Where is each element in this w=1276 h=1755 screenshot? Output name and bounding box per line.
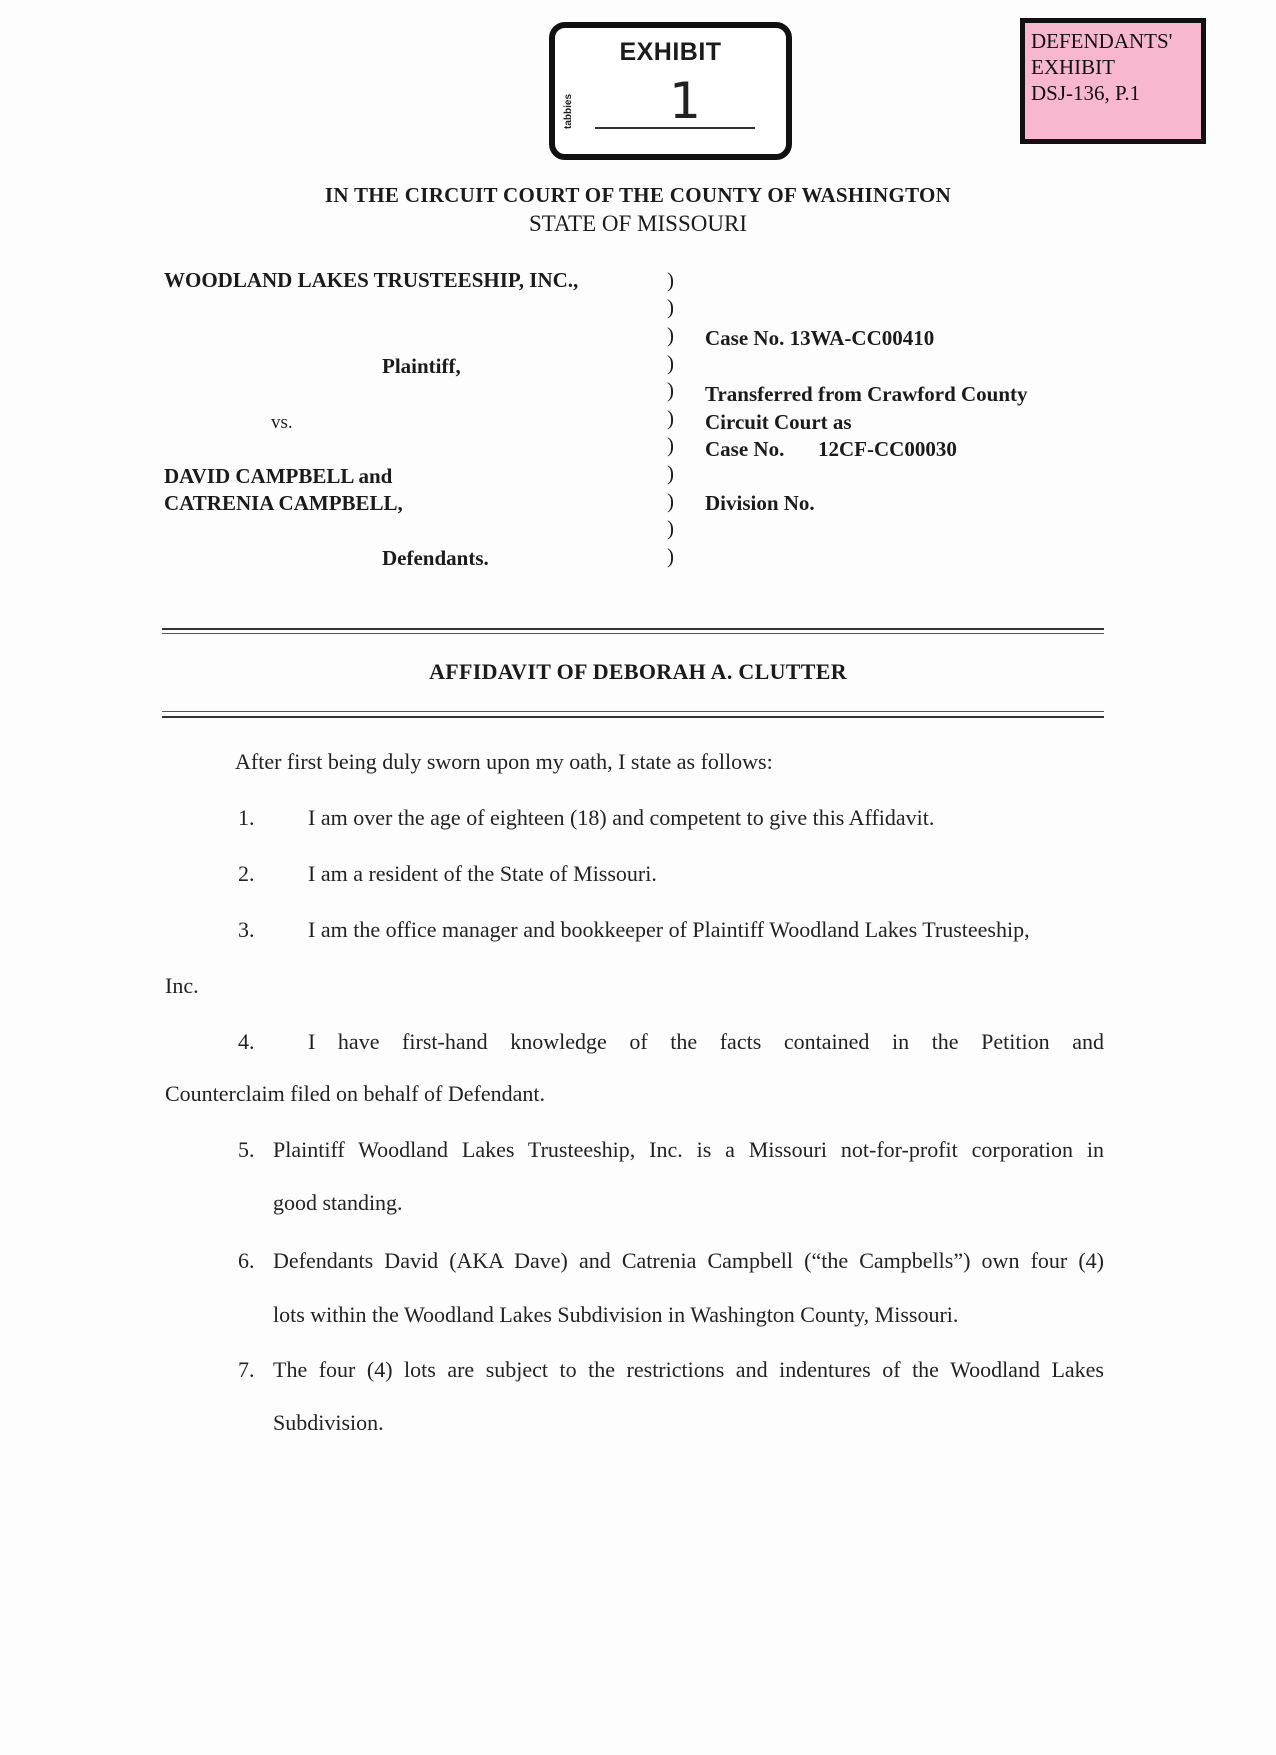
exhibit-sticker-title: EXHIBIT xyxy=(619,38,722,66)
title-rule-bottom xyxy=(162,716,1104,718)
caption-paren: ) xyxy=(667,378,674,402)
defendant-name-line-1: DAVID CAMPBELL and xyxy=(164,464,393,488)
item-number: 4. xyxy=(238,1029,255,1054)
item-continuation: Subdivision. xyxy=(273,1410,384,1435)
item-continuation: Counterclaim filed on behalf of Defendant. xyxy=(165,1081,545,1106)
caption-paren: ) xyxy=(667,268,674,292)
item-text: I am over the age of eighteen (18) and competent to give this Affidavit. xyxy=(308,805,935,830)
affidavit-title: AFFIDAVIT OF DEBORAH A. CLUTTER xyxy=(429,659,847,684)
caption-paren: ) xyxy=(667,406,674,430)
item-number: 1. xyxy=(238,805,255,830)
caption-paren: ) xyxy=(667,323,674,347)
plaintiff-name: WOODLAND LAKES TRUSTEESHIP, INC., xyxy=(164,268,579,292)
versus-label: vs. xyxy=(271,412,293,433)
transfer-case-label: Case No. xyxy=(705,437,785,461)
item-number: 3. xyxy=(238,917,255,942)
item-text: Defendants David (AKA Dave) and Catrenia Campbell (“the Campbells”) own four (4) xyxy=(273,1248,1104,1273)
transfer-case-number: 12CF-CC00030 xyxy=(818,437,957,461)
stamp-line-1: DEFENDANTS' xyxy=(1031,29,1173,53)
item-text: I am a resident of the State of Missouri. xyxy=(308,861,657,886)
caption-paren: ) xyxy=(667,295,674,319)
division-label: Division No. xyxy=(705,491,815,515)
item-continuation: good standing. xyxy=(273,1190,403,1215)
court-name: IN THE CIRCUIT COURT OF THE COUNTY OF WASHINGTON xyxy=(324,183,952,207)
item-text: Plaintiff Woodland Lakes Trusteeship, Inc. is a Missouri not-for-profit corporation in xyxy=(273,1137,1104,1162)
title-rule-top-inner xyxy=(162,633,1104,634)
exhibit-sticker xyxy=(549,22,792,160)
defendant-name-line-2: CATRENIA CAMPBELL, xyxy=(164,491,403,515)
caption-paren: ) xyxy=(667,489,674,513)
item-number: 5. xyxy=(238,1137,255,1162)
item-text: I have first-hand knowledge of the facts contained in the Petition and xyxy=(308,1029,1104,1054)
caption-paren: ) xyxy=(667,544,674,568)
exhibit-number-underline xyxy=(595,127,755,129)
affidavit-intro: After first being duly sworn upon my oath, I state as follows: xyxy=(235,749,773,774)
stamp-line-3: DSJ-136, P.1 xyxy=(1031,81,1141,105)
caption-paren: ) xyxy=(667,516,674,540)
caption-paren: ) xyxy=(667,433,674,457)
transfer-line-1: Transferred from Crawford County xyxy=(705,382,1028,406)
caption-paren: ) xyxy=(667,461,674,485)
exhibit-number: 1 xyxy=(669,72,701,130)
stamp-line-2: EXHIBIT xyxy=(1031,55,1115,79)
plaintiff-role: Plaintiff, xyxy=(382,354,461,378)
defendant-role: Defendants. xyxy=(382,546,489,570)
exhibit-sticker-brand: tabbies xyxy=(563,93,575,130)
title-rule-top xyxy=(162,628,1104,630)
court-state: STATE OF MISSOURI xyxy=(529,211,747,236)
item-text: I am the office manager and bookkeeper of Plaintiff Woodland Lakes Trusteeship, xyxy=(308,917,1030,942)
transfer-line-2: Circuit Court as xyxy=(705,410,852,434)
item-number: 2. xyxy=(238,861,255,886)
case-number: Case No. 13WA-CC00410 xyxy=(705,326,935,350)
item-number: 6. xyxy=(238,1248,255,1273)
defendants-exhibit-stamp xyxy=(1020,18,1206,144)
title-rule-bottom-inner xyxy=(162,711,1104,712)
item-text: The four (4) lots are subject to the restrictions and indentures of the Woodland Lakes xyxy=(273,1357,1104,1382)
item-continuation: lots within the Woodland Lakes Subdivision in Washington County, Missouri. xyxy=(273,1302,959,1327)
item-number: 7. xyxy=(238,1357,255,1382)
caption-paren: ) xyxy=(667,351,674,375)
item-continuation: Inc. xyxy=(165,973,199,998)
